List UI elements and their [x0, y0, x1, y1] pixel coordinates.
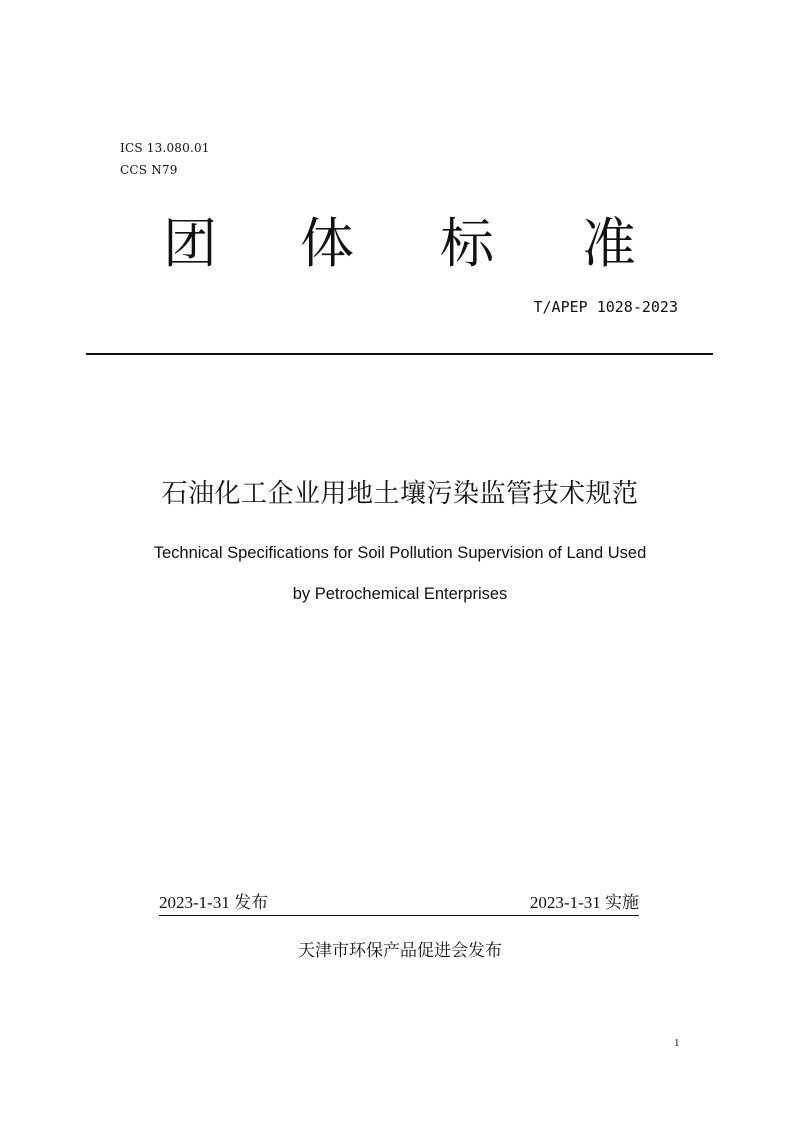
- ccs-code: CCS N79: [120, 163, 178, 177]
- title-english-line-2: by Petrochemical Enterprises: [292, 585, 508, 603]
- heading-char-3: 标: [440, 212, 494, 275]
- page-number: 1: [674, 1037, 680, 1049]
- heading-char-1: 团: [163, 212, 217, 275]
- standard-number: T/APEP 1028-2023: [533, 298, 678, 316]
- issue-date: 2023-1-31 发布: [159, 893, 269, 912]
- publisher: 天津市环保产品促进会发布: [298, 941, 502, 961]
- ics-code: ICS 13.080.01: [120, 141, 210, 155]
- title-chinese: 石油化工企业用地土壤污染监管技术规范: [161, 479, 639, 509]
- header-divider: [86, 353, 713, 355]
- title-english-line-1: Technical Specifications for Soil Pollution Supervision of Land Used: [153, 544, 647, 562]
- date-row: [159, 891, 639, 916]
- heading-char-2: 体: [300, 212, 354, 275]
- heading-char-4: 准: [582, 212, 636, 275]
- implementation-date: 2023-1-31 实施: [529, 893, 639, 912]
